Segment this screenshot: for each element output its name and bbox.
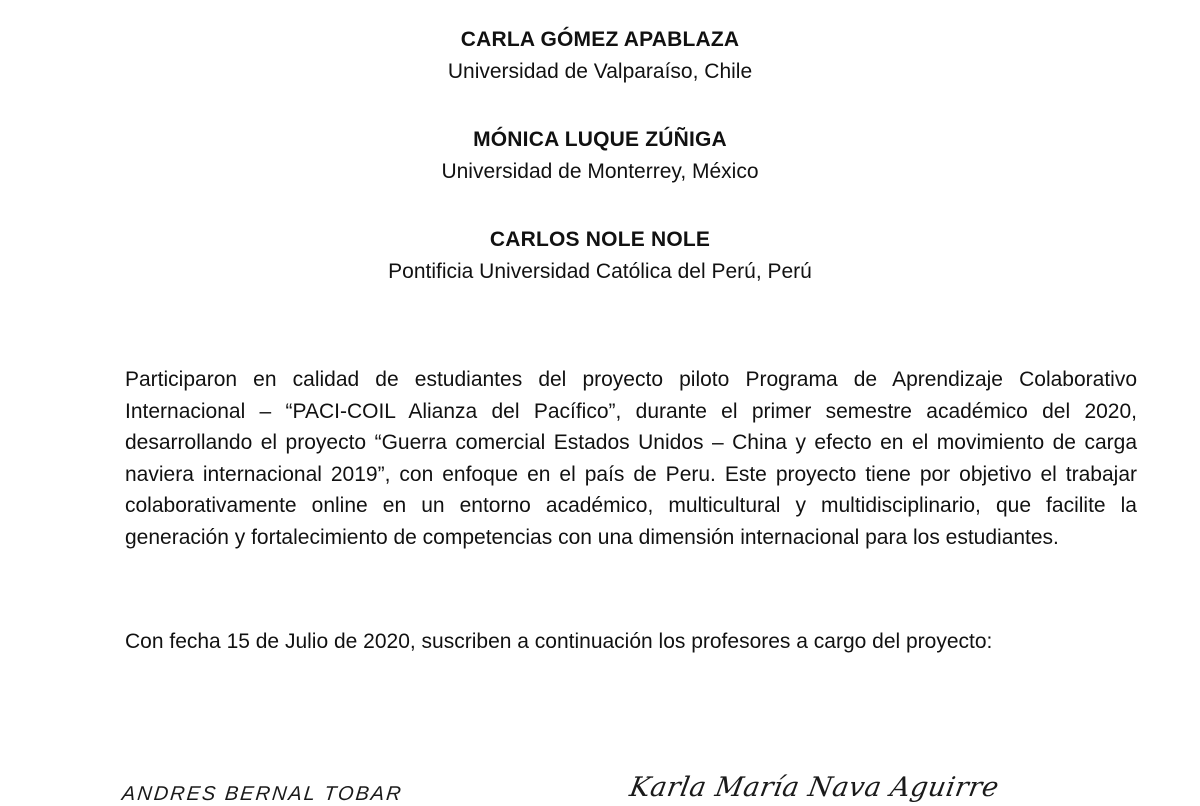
participant-3 [0, 224, 1200, 324]
participant-name: CARLA GÓMEZ APABLAZA [460, 28, 740, 51]
participant-affiliation: Universidad de Monterrey, México [441, 160, 759, 183]
participant-1 [0, 24, 1200, 124]
participant-list [0, 24, 1200, 324]
signature-left: ANDRES BERNAL TOBAR [120, 783, 404, 805]
participant-name: CARLOS NOLE NOLE [489, 228, 711, 251]
signature-right: Karla María Nava Aguirre [627, 772, 1002, 803]
participant-name: MÓNICA LUQUE ZÚÑIGA [473, 128, 727, 151]
participant-affiliation: Universidad de Valparaíso, Chile [447, 60, 753, 83]
participant-affiliation: Pontificia Universidad Católica del Perú, Perú [388, 260, 812, 283]
date-paragraph: Con fecha 15 de Julio de 2020, suscriben a continuación los profesores a cargo del proyecto: [125, 630, 993, 653]
participant-2 [0, 124, 1200, 224]
body-paragraph: Participaron en calidad de estudiantes del proyecto piloto Programa de Aprendizaje Colaborativo Internacional – “PACI-COIL Alianza del Pacífico”, durante el primer semestre académico del 2020, desarrollando el proyecto “Guerra comercial Estados Unidos – China y efecto en el movimiento de carga naviera internacional 2019”, con enfoque en el país de Peru. Este proyecto tiene por objetivo el trabajar colaborativamente online en un entorno académico, multicultural y multidisciplinario, que facilite la generación y fortalecimiento de competencias con una dimensión internacional para los estudiantes. [125, 368, 1137, 549]
